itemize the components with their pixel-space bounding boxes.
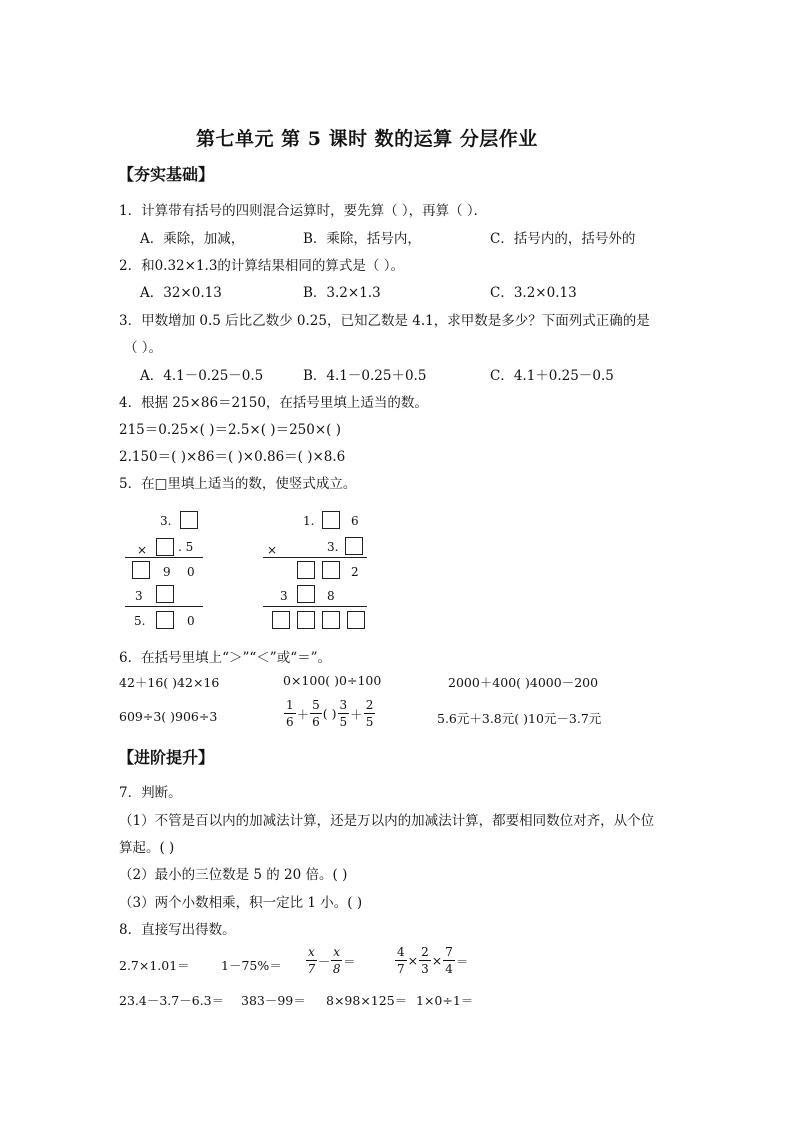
question-6-row2-item3: 5.6元＋3.8元( )10元－3.7元 [437,711,602,726]
calc-blank-box[interactable] [132,561,150,579]
question-6-row2-item1: 609÷3( )906÷3 [119,709,218,724]
question-6-row1-item1: 42＋16( )42×16 [119,675,220,690]
calc-blank-box[interactable] [297,611,315,629]
question-4-stem: 4．根据 25×86＝2150，在括号里填上适当的数。 [119,395,428,411]
question-2-stem: 2．和0.32×1.3的计算结果相同的算式是（ ）。 [119,258,404,274]
fraction: $\frac{x}{7}$ [307,945,316,976]
calc-blank-box[interactable] [156,538,174,556]
question-2-option-b: B．3.2×1.3 [303,285,381,301]
question-8-row2-item2: 383－99＝ [241,993,306,1008]
question-1-option-c: C．括号内的，括号外的 [490,231,636,247]
calc-left-row2-text: . 5 [178,540,194,554]
question-6-row2-item2: $\frac{1}{6}$ ＋ $\frac{5}{6}$ ( ) $\frac{3}{5}$ ＋ $\frac{2}{5}$ [286,698,374,729]
fraction: $\frac{2}{3}$ [421,945,429,976]
calc-blank-box[interactable] [347,611,365,629]
question-4-line1: 215＝0.25×( )＝2.5×( )＝250×( ) [119,422,341,438]
calc-blank-box[interactable] [322,511,340,529]
question-3-stem-line2: （ ）。 [124,340,163,356]
question-8-row2-item4: 1×0÷1＝ [416,993,474,1008]
fraction: $\frac{7}{4}$ [445,945,453,976]
fraction: $\frac{x}{8}$ [332,945,341,976]
calc-right-row1-digit: 6 [351,514,359,528]
question-8-row1-item3: $\frac{x}{7}$ － $\frac{x}{8}$ ＝ [307,945,356,976]
section-heading-basic: 【夯实基础】 [118,165,215,184]
fraction: $\frac{5}{6}$ [312,698,320,729]
question-8-row2-item1: 23.4－3.7－6.3＝ [119,993,225,1008]
calc-blank-box[interactable] [322,611,340,629]
question-2-option-c: C．3.2×0.13 [490,285,577,301]
calc-blank-box[interactable] [297,585,315,603]
calc-right-rule-1 [263,557,367,558]
question-4-line2: 2.150＝( )×86＝( )×0.86＝( )×8.6 [119,449,346,465]
question-1-stem: 1．计算带有括号的四则混合运算时，要先算（ ），再算（ ）． [119,203,488,219]
calc-right-row4-digit-b: 8 [327,589,335,603]
question-2-option-a: A．32×0.13 [140,285,222,301]
fraction: $\frac{4}{7}$ [397,945,405,976]
question-3-option-c: C．4.1＋0.25－0.5 [490,368,614,384]
calc-left-row1-text: 3. [160,514,172,528]
calc-blank-box[interactable] [322,561,340,579]
question-8-row1-item4: $\frac{4}{7}$ × $\frac{2}{3}$ × $\frac{7}{4}$ ＝ [397,945,469,976]
question-1-option-b: B．乘除，括号内， [303,231,421,247]
calc-left-row4-digit: 3 [135,589,143,603]
question-6-stem: 6．在括号里填上“＞”“＜”或“＝”。 [119,650,331,666]
question-7-sub1-line1: （1）不管是百以内的加减法计算，还是万以内的加减法计算，都要相同数位对齐，从个位 [119,813,655,829]
question-3-stem-line1: 3．甲数增加 0.5 后比乙数少 0.25，已知乙数是 4.1，求甲数是多少？下面列式正确的是 [119,313,650,329]
page-title: 第七单元 第 5 课时 数的运算 分层作业 [196,128,538,150]
calc-right-row3-digit: 2 [351,565,359,579]
calc-blank-box[interactable] [156,611,174,629]
question-3-option-b: B．4.1－0.25＋0.5 [303,368,427,384]
question-7-sub2: （2）最小的三位数是 5 的 20 倍。( ) [119,867,348,883]
calc-blank-box[interactable] [272,611,290,629]
fraction: $\frac{3}{5}$ [339,698,348,729]
calc-blank-box[interactable] [180,511,198,529]
calc-right-row4-digit-a: 3 [280,589,288,603]
section-heading-advanced: 【进阶提升】 [118,748,215,767]
question-7-sub1-line2: 算起。( ) [119,840,175,856]
question-8-row1-item1: 2.7×1.01＝ [119,958,190,973]
question-3-option-a: A．4.1－0.25－0.5 [140,368,264,384]
question-1-option-a: A．乘除，加减， [140,231,245,247]
calc-left-times-sign: × [137,543,148,557]
question-6-row1-item2: 0×100( )0÷100 [283,673,382,688]
calc-right-row1-text: 1. [303,514,315,528]
calc-left-row3-digit-b: 0 [187,565,195,579]
calc-blank-box[interactable] [156,585,174,603]
question-5-stem: 5．在□里填上适当的数，使竖式成立。 [119,476,357,492]
calc-left-row5-digit: 0 [187,614,195,628]
question-7-stem: 7．判断。 [119,785,182,801]
calc-left-rule-2 [125,606,203,607]
question-6-row1-item3: 2000＋400( )4000－200 [448,675,599,690]
calc-left-row5-text: 5. [134,614,146,628]
calc-right-rule-2 [263,606,367,607]
question-7-sub3: （3）两个小数相乘，积一定比 1 小。( ) [119,895,363,911]
calc-right-times-sign: × [267,543,278,557]
question-8-row1-item2: 1－75%＝ [221,958,282,973]
question-8-row2-item3: 8×98×125＝ [326,993,408,1008]
calc-right-row2-text: 3. [327,540,339,554]
calc-left-row3-digit-a: 9 [163,565,171,579]
calc-left-rule-1 [125,557,203,558]
calc-blank-box[interactable] [345,537,363,555]
calc-blank-box[interactable] [297,561,315,579]
fraction: $\frac{2}{5}$ [365,698,374,729]
fraction: $\frac{1}{6}$ [286,698,294,729]
question-8-stem: 8．直接写出得数。 [119,922,236,938]
